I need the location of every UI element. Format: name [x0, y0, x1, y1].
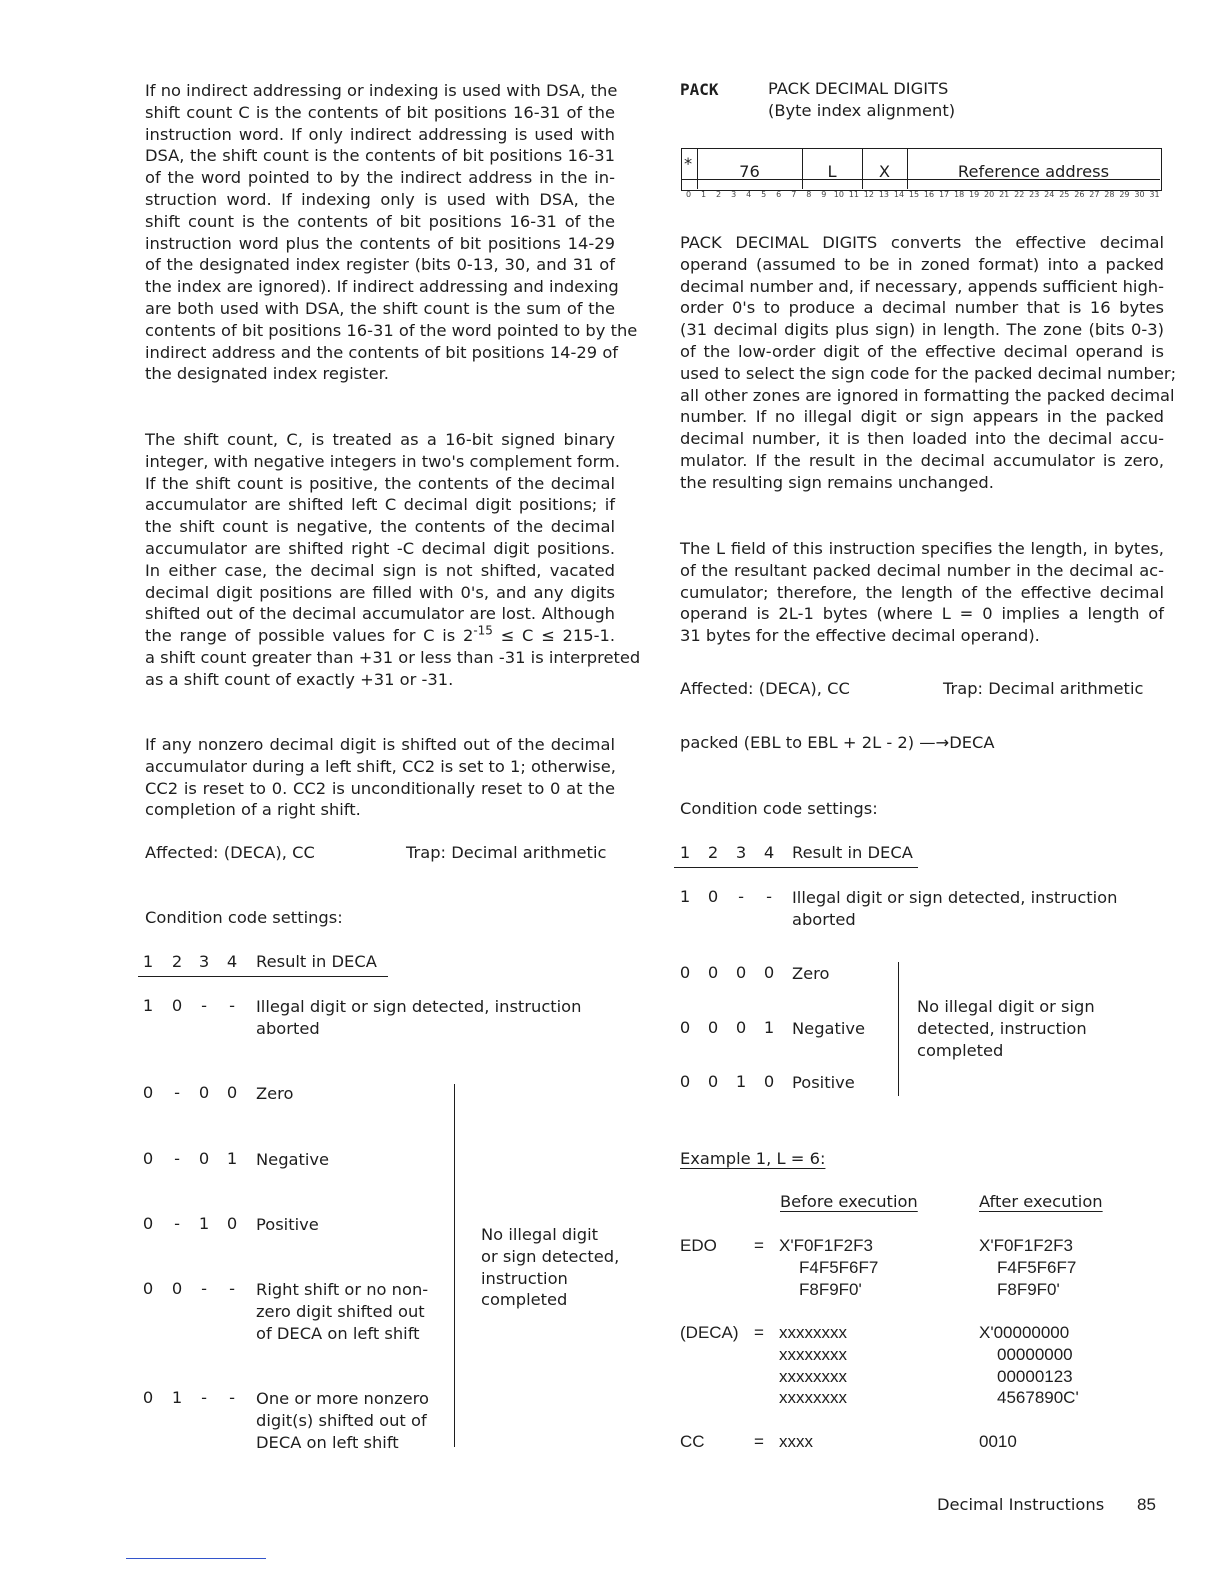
l-field — [802, 149, 863, 189]
example-before-line: F4F5F6F7 — [799, 1257, 879, 1277]
cc-result — [792, 1018, 865, 1040]
text-line: indirect address and the contents of bit positions 14-29 of — [145, 342, 619, 362]
text-line: struction word. If indexing only is used with DSA, the — [145, 189, 615, 209]
cc-result-line: Illegal digit or sign detected, instruction — [792, 888, 1118, 907]
text-line: No illegal digit or sign — [917, 997, 1095, 1016]
text-line: operand (assumed to be in zoned format) into a packed — [680, 254, 1164, 274]
right-para-pack — [680, 232, 1177, 494]
bit-label: 11 — [848, 190, 859, 199]
text-line: integer, with negative integers in two's complement form. — [145, 451, 621, 471]
pack-subtitle: (Byte index alignment) — [768, 101, 956, 120]
text-line: (31 decimal digits plus sign) in length. The zone (bits 0-3) — [680, 320, 1164, 340]
text-line: DSA, the shift count is the contents of bit positions 16-31 — [145, 146, 615, 166]
cc-digit: 1 — [142, 996, 154, 1015]
cc-result-line: Positive — [256, 1215, 319, 1234]
bit-label: 28 — [1104, 190, 1115, 199]
cc-digit: 0 — [679, 1018, 691, 1037]
text-line: the shift count is negative, the contents of the decimal — [145, 517, 615, 537]
cc-result — [256, 1083, 293, 1105]
text-line: shift count is the contents of bit positions 16-31 of the — [145, 211, 615, 231]
cc-result-line: One or more nonzero — [256, 1389, 429, 1408]
text-line: the resulting sign remains unchanged. — [680, 472, 994, 492]
cc-result-line: Illegal digit or sign detected, instruction — [256, 997, 582, 1016]
cc-result-line: Positive — [792, 1073, 855, 1092]
cc-result — [256, 1388, 429, 1453]
bit-ruler-line — [682, 179, 1160, 180]
text-line: PACK DECIMAL DIGITS converts the effective decimal — [680, 233, 1164, 252]
bottom-rule — [126, 1558, 266, 1559]
text-line: The L field of this instruction specifies the length, in bytes, — [680, 539, 1164, 558]
example-label: EDO — [680, 1236, 717, 1255]
text-line: of the word pointed to by the indirect address in the in- — [145, 168, 615, 188]
cc-digit: 0 — [171, 1279, 183, 1298]
text-line: mulator. If the result in the decimal accumulator is zero, — [680, 450, 1164, 470]
text-line: are both used with DSA, the shift count is the sum of the — [145, 298, 615, 318]
cc-result — [792, 963, 829, 985]
text-line: In either case, the decimal sign is not shifted, vacated — [145, 560, 615, 580]
cc-digit: - — [201, 1388, 207, 1407]
example-after-line: 0010 — [979, 1432, 1017, 1451]
cc-digit: - — [174, 1214, 180, 1233]
example-after — [979, 1322, 1079, 1409]
footer-section: Decimal Instructions — [937, 1495, 1105, 1514]
text-line: order 0's to produce a decimal number that is 16 bytes — [680, 298, 1164, 318]
bit-label: 21 — [999, 190, 1010, 199]
example-after-header: After execution — [979, 1192, 1103, 1211]
pack-title: PACK DECIMAL DIGITS — [768, 79, 949, 98]
left-para-dsa-shift-count — [145, 80, 638, 385]
bit-label: 2 — [716, 190, 722, 199]
example-equals: = — [754, 1432, 764, 1451]
cc-digit: - — [766, 887, 772, 906]
text-line: accumulator are shifted right -C decimal digit positions. — [145, 538, 615, 558]
text-line: or sign detected, — [481, 1246, 620, 1266]
range-line — [145, 625, 615, 647]
instruction-format — [681, 148, 1162, 191]
cc-digit: 0 — [707, 1072, 719, 1091]
text-line: all other zones are ignored in formatting the packed decimal — [680, 385, 1175, 405]
cc-h2: 2 — [171, 952, 183, 971]
bit-label: 29 — [1119, 190, 1130, 199]
bit-label: 15 — [908, 190, 920, 199]
example-equals: = — [754, 1236, 764, 1255]
cc-digit: 0 — [679, 1072, 691, 1091]
cc-result-line: of DECA on left shift — [256, 1323, 420, 1343]
cc-result-line: DECA on left shift — [256, 1432, 399, 1452]
cc-digit: 1 — [679, 887, 691, 906]
bit-label: 12 — [863, 190, 874, 199]
text-line: the designated index register. — [145, 364, 389, 384]
cc-digit: - — [174, 1149, 180, 1168]
cc-result — [256, 996, 581, 1040]
bit-label: 5 — [761, 190, 767, 199]
left-cc-title: Condition code settings: — [145, 908, 343, 927]
text-line: used to select the sign code for the packed decimal number; — [680, 363, 1177, 383]
text-line: the index are ignored). If indirect addressing and indexing — [145, 277, 619, 297]
text-line: instruction word. If only indirect addressing is used with — [145, 124, 615, 144]
example-before-line: F8F9F0' — [799, 1279, 862, 1299]
text-line: of the resultant packed decimal number in the decimal ac- — [680, 560, 1164, 580]
cc-result-line: aborted — [792, 909, 856, 929]
right-affected: Affected: (DECA), CC — [680, 679, 850, 698]
bit-label: 8 — [806, 190, 812, 199]
example-before-header: Before execution — [780, 1192, 918, 1211]
cc-digit: - — [229, 1279, 235, 1298]
cc-h-result: Result in DECA — [256, 952, 377, 971]
example-before-line: xxxx — [779, 1432, 813, 1451]
left-para-cc2 — [145, 734, 615, 821]
cc-digit: - — [174, 1083, 180, 1102]
right-cc-bracket — [886, 962, 899, 1096]
cc-digit: 0 — [735, 1018, 747, 1037]
bit-label: 10 — [833, 190, 844, 199]
cc-result-line: Zero — [256, 1084, 294, 1103]
text-line: decimal number and, if necessary, appends sufficient high- — [680, 276, 1164, 296]
cc-result — [792, 1072, 855, 1094]
cc-digit: 1 — [763, 1018, 775, 1037]
pack-formula: packed (EBL to EBL + 2L - 2) —→DECA — [680, 733, 995, 752]
text-line: contents of bit positions 16-31 of the word pointed to by the — [145, 320, 638, 340]
text-line: If no indirect addressing or indexing is used with DSA, the — [145, 81, 618, 100]
example-before — [779, 1322, 847, 1409]
cc-digit: 0 — [226, 1083, 238, 1102]
text-line: No illegal digit — [481, 1225, 599, 1244]
text-line: accumulator during a left shift, CC2 is set to 1; otherwise, — [145, 756, 616, 776]
text-line: a shift count greater than +31 or less than -31 is interpreted — [145, 647, 641, 667]
example-before-line: xxxxxxxx — [779, 1388, 847, 1408]
bit-label: 31 — [1149, 190, 1160, 199]
example-label: (DECA) — [680, 1323, 739, 1342]
cc-h4: 4 — [226, 952, 238, 971]
x-label: X — [878, 162, 891, 181]
bit-label: 27 — [1089, 190, 1100, 199]
bit-label: 24 — [1044, 190, 1055, 199]
cc-digit: 0 — [171, 996, 183, 1015]
cc-digit: 0 — [142, 1149, 154, 1168]
example-before-line: xxxxxxxx — [779, 1344, 847, 1364]
cc-result-line: Right shift or no non- — [256, 1280, 429, 1299]
cc-digit: 0 — [142, 1388, 154, 1407]
left-affected: Affected: (DECA), CC — [145, 843, 315, 862]
cc-digit: 0 — [142, 1214, 154, 1233]
opcode-field — [697, 149, 803, 189]
text-line: accumulator are shifted left C decimal digit positions; if — [145, 495, 615, 515]
example-before-line: xxxxxxxx — [779, 1323, 847, 1342]
example-after — [979, 1235, 1076, 1300]
cc-digit: 1 — [171, 1388, 183, 1407]
bit-label: 9 — [821, 190, 827, 199]
cc-digit: 1 — [198, 1214, 210, 1233]
example-before — [779, 1431, 813, 1453]
range-prefix: the range of possible values for C is 2 — [145, 626, 474, 646]
cc-digit: 0 — [142, 1083, 154, 1102]
cc-digit: 0 — [707, 1018, 719, 1037]
cc-digit: - — [229, 996, 235, 1015]
cc-digit: 0 — [707, 963, 719, 982]
bit-ruler — [681, 190, 1162, 202]
cc-digit: - — [201, 1279, 207, 1298]
example-after-line: 4567890C' — [997, 1388, 1079, 1408]
example-after-line: 00000123 — [997, 1366, 1073, 1386]
text-line: of the low-order digit of the effective decimal operand is — [680, 341, 1164, 361]
x-field — [862, 149, 908, 189]
rcc-h-result: Result in DECA — [792, 843, 913, 862]
cc-digit: 1 — [735, 1072, 747, 1091]
example-label: CC — [680, 1432, 705, 1451]
bit-label: 0 — [685, 190, 692, 199]
opcode-label: 76 — [739, 162, 760, 181]
cc-result-line: zero digit shifted out — [256, 1301, 425, 1321]
left-cc-bracket-note — [481, 1224, 641, 1311]
cc-digit: 1 — [226, 1149, 238, 1168]
cc-digit: 0 — [142, 1279, 154, 1298]
cc-digit: - — [201, 996, 207, 1015]
text-line: number. If no illegal digit or sign appears in the packed — [680, 407, 1164, 427]
l-label: L — [827, 162, 837, 181]
left-trap: Trap: Decimal arithmetic — [406, 843, 607, 862]
example-equals: = — [754, 1323, 764, 1342]
text-line: The shift count, C, is treated as a 16-bit signed binary — [145, 430, 615, 449]
left-cc-bracket — [440, 1084, 455, 1447]
indirect-field — [682, 149, 698, 189]
example-before — [779, 1235, 878, 1300]
cc-result — [256, 1279, 428, 1344]
rcc-h2: 2 — [707, 843, 719, 862]
cc-digit: 0 — [679, 963, 691, 982]
cc-digit: 0 — [735, 963, 747, 982]
reference-label: Reference address — [957, 162, 1110, 181]
example-after-line: 00000000 — [997, 1344, 1073, 1364]
range-exponent: -15 — [473, 623, 493, 638]
text-line: operand is 2L-1 bytes (where L = 0 implies a length of — [680, 604, 1164, 624]
cc-result — [256, 1149, 329, 1171]
example-after-line: F4F5F6F7 — [997, 1257, 1077, 1277]
bit-label: 19 — [969, 190, 980, 199]
cc-digit: 0 — [198, 1149, 210, 1168]
cc-digit: 0 — [763, 1072, 775, 1091]
footer-page: 85 — [1137, 1495, 1156, 1514]
bit-label: 26 — [1074, 190, 1085, 199]
text-line: cumulator; therefore, the length of the effective decimal — [680, 582, 1164, 602]
text-line: shift count C is the contents of bit positions 16-31 of the — [145, 102, 615, 122]
text-line: 31 bytes for the effective decimal operand). — [680, 626, 1040, 646]
example-after-line: F8F9F0' — [997, 1279, 1060, 1299]
indirect-label: * — [684, 154, 693, 173]
text-line: decimal digit positions are filled with 0's, and any digits — [145, 582, 615, 602]
left-cc-header — [138, 952, 388, 977]
pack-mnemonic: PACK — [680, 80, 719, 99]
text-line: completed — [481, 1290, 568, 1310]
text-line: instruction word plus the contents of bit positions 14-29 — [145, 233, 615, 253]
bit-label: 16 — [923, 190, 935, 199]
text-line: CC2 is reset to 0. CC2 is unconditionally reset to 0 at the — [145, 778, 615, 798]
bit-label: 6 — [776, 190, 782, 199]
cc-result-line: digit(s) shifted out of — [256, 1410, 427, 1430]
cc-result-line: Negative — [256, 1150, 330, 1169]
text-line: If any nonzero decimal digit is shifted out of the decimal — [145, 735, 615, 754]
range-suffix: ≤ C ≤ 215-1. — [492, 626, 615, 646]
example-before-line: xxxxxxxx — [779, 1366, 847, 1386]
cc-digit: - — [738, 887, 744, 906]
example-after — [979, 1431, 1017, 1453]
bit-label: 17 — [938, 190, 950, 199]
cc-digit: 0 — [226, 1214, 238, 1233]
cc-result-line: Zero — [792, 964, 830, 983]
bit-label: 20 — [984, 190, 995, 199]
right-para-l-field — [680, 538, 1164, 647]
rcc-h4: 4 — [763, 843, 775, 862]
bit-label: 13 — [878, 190, 890, 199]
text-line: If the shift count is positive, the contents of the decimal — [145, 473, 615, 493]
cc-h1: 1 — [142, 952, 154, 971]
text-line: completion of a right shift. — [145, 800, 361, 820]
text-line: detected, instruction — [917, 1018, 1087, 1038]
example-after-line: X'F0F1F2F3 — [979, 1236, 1073, 1255]
cc-result — [792, 887, 1117, 931]
cc-h3: 3 — [198, 952, 210, 971]
right-trap: Trap: Decimal arithmetic — [943, 679, 1144, 698]
text-line: as a shift count of exactly +31 or -31. — [145, 669, 454, 689]
cc-digit: 0 — [198, 1083, 210, 1102]
cc-digit: - — [229, 1388, 235, 1407]
right-cc-bracket-note — [917, 996, 1157, 1061]
bit-label: 22 — [1014, 190, 1025, 199]
text-line: decimal number, it is then loaded into the decimal accu- — [680, 429, 1164, 449]
bit-label: 7 — [791, 190, 797, 199]
bit-label: 1 — [701, 190, 707, 199]
bit-label: 30 — [1134, 190, 1145, 199]
cc-result — [256, 1214, 319, 1236]
text-line: completed — [917, 1040, 1004, 1060]
right-cc-header — [674, 843, 918, 868]
rcc-h3: 3 — [735, 843, 747, 862]
bit-label: 25 — [1059, 190, 1070, 199]
cc-result-line: Negative — [792, 1019, 866, 1038]
example-before-line: X'F0F1F2F3 — [779, 1236, 873, 1255]
right-cc-title: Condition code settings: — [680, 799, 878, 818]
cc-result-line: aborted — [256, 1018, 320, 1038]
example-title: Example 1, L = 6: — [680, 1149, 826, 1168]
bit-label: 23 — [1029, 190, 1040, 199]
cc-digit: 0 — [763, 963, 775, 982]
text-line: instruction — [481, 1268, 568, 1288]
example-after-line: X'00000000 — [979, 1323, 1070, 1342]
cc-digit: 0 — [707, 887, 719, 906]
rcc-h1: 1 — [679, 843, 691, 862]
text-line: shifted out of the decimal accumulator are lost. Although — [145, 604, 615, 624]
left-para-shift-count-signed — [145, 429, 641, 691]
bit-label: 18 — [953, 190, 965, 199]
reference-field — [907, 149, 1160, 189]
bit-label: 3 — [731, 190, 737, 199]
text-line: of the designated index register (bits 0-13, 30, and 31 of — [145, 255, 615, 275]
bit-label: 4 — [746, 190, 752, 199]
bit-label: 14 — [893, 190, 905, 199]
